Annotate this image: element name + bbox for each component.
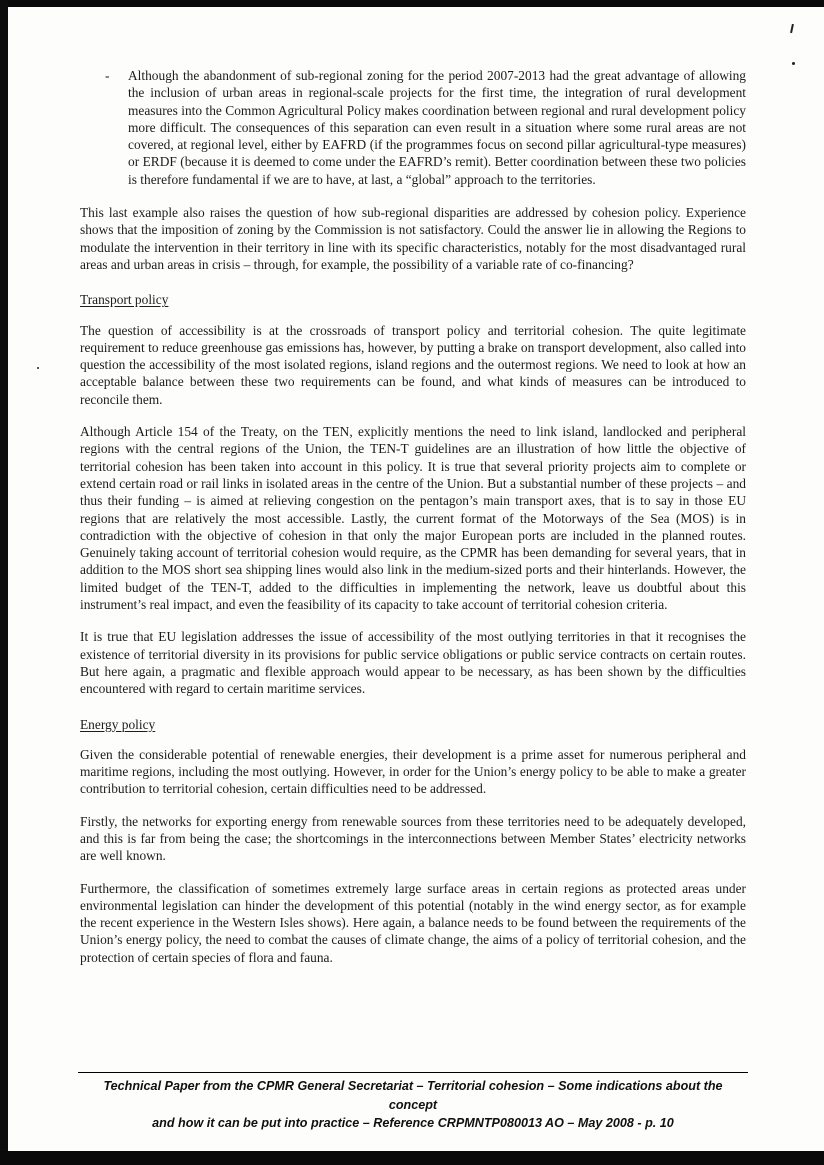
section-heading-transport: Transport policy bbox=[80, 292, 169, 308]
energy-paragraph-2: Firstly, the networks for exporting energy from renewable sources from these territories need to be adequately developed, and this is far from being the case; the shortcomings in the interconnections between Member States’ electricity networks are well known. bbox=[80, 813, 746, 864]
scan-artifact bbox=[790, 24, 794, 33]
energy-paragraph-3: Furthermore, the classification of sometimes extremely large surface areas in certain regions as protected areas under environmental legislation can hinder the development of this potential (notably in the wind energy sector, as for example the recent experience in the Western Isles shows). Here again, a balance needs to be found between the requirements of the Union’s energy policy, the need to combat the causes of climate change, the aims of a policy of territorial cohesion, and the protection of certain species of flora and fauna. bbox=[80, 880, 746, 965]
footer-text bbox=[78, 1077, 748, 1133]
bullet-marker: - bbox=[105, 68, 110, 83]
page-footer bbox=[78, 1072, 748, 1133]
bullet-paragraph: Although the abandonment of sub-regional zoning for the period 2007-2013 had the great advantage of allowing the inclusion of urban areas in regional-scale projects for the first time, the integration of rural development measures into the Common Agricultural Policy makes coordination between regional and rural development policy more difficult. The consequences of this separation can even result in a situation where some rural areas are not covered, at regional level, either by EAFRD (if the programmes focus on second pillar agricultural-type measures) or ERDF (because it is deemed to come under the EAFRD’s remit). Better coordination between these two policies is therefore fundamental if we are to have, at last, a “global” approach to the territories. bbox=[128, 68, 746, 187]
footer-line-1: Technical Paper from the CPMR General Secretariat – Territorial cohesion – Some indications about the concept bbox=[103, 1079, 723, 1112]
section-heading-energy: Energy policy bbox=[80, 716, 156, 732]
footer-rule bbox=[78, 1072, 748, 1073]
scan-edge-top bbox=[0, 0, 824, 7]
scan-artifact bbox=[792, 62, 795, 65]
footer-line-2: and how it can be put into practice – Reference CRPMNTP080013 AO – May 2008 - p. 10 bbox=[152, 1116, 674, 1130]
transport-paragraph-2: Although Article 154 of the Treaty, on the TEN, explicitly mentions the need to link island, landlocked and peripheral regions with the central regions of the Union, the TEN-T guidelines are an illustration of how little the objective of territorial cohesion has been taken into account in this policy. It is true that several priority projects aim to complete or extend certain road or rail links in isolated areas in the centre of the Union. But a substantial number of these projects – and thus their funding – is aimed at relieving congestion on the pentagon’s main transport axes, that is to say in those EU regions that are relatively the most accessible. Lastly, the current format of the Motorways of the Sea (MOS) is in contradiction with the objective of cohesion in that only the major European ports are included in the planned routes. Genuinely taking account of territorial cohesion would require, as the CPMR has been demanding for several years, that in addition to the MOS short sea shipping lines would also link in the medium-sized ports and their hinterlands. However, the limited budget of the TEN-T, added to the difficulties in implementing the network, leave us doubtful about this instrument’s real impact, and even the feasibility of its capacity to take account of territorial cohesion criteria. bbox=[80, 424, 746, 613]
intro-paragraph: This last example also raises the question of how sub-regional disparities are addressed by cohesion policy. Experience shows that the imposition of zoning by the Commission is not satisfactory. Could the answer lie in allowing the Regions to modulate the intervention in their territory in line with its specific characteristics, notably for the most disadvantaged rural areas and urban areas in crisis – through, for example, the possibility of a variable rate of co-financing? bbox=[80, 205, 746, 272]
scan-edge-bottom bbox=[0, 1151, 824, 1165]
transport-paragraph-1: The question of accessibility is at the crossroads of transport policy and territorial cohesion. The quite legitimate requirement to reduce greenhouse gas emissions has, however, by putting a brake on transport development, also called into question the accessibility of the most isolated regions, island regions and the outermost regions. We need to look at how an acceptable balance between these two requirements can be found, and what kinds of measures can be introduced to reconcile them. bbox=[80, 322, 746, 407]
scan-edge-left bbox=[0, 0, 8, 1165]
bullet-item bbox=[80, 67, 746, 188]
energy-paragraph-1: Given the considerable potential of renewable energies, their development is a prime asset for numerous peripheral and maritime regions, including the most outlying. However, in order for the Union’s energy policy to be able to make a greater contribution to territorial cohesion, certain difficulties need to be addressed. bbox=[80, 746, 746, 797]
transport-paragraph-3: It is true that EU legislation addresses the issue of accessibility of the most outlying territories in that it recognises the existence of territorial diversity in its provisions for public service obligations or public service contracts on certain routes. But here again, a pragmatic and flexible approach would appear to be necessary, as has been shown by the difficulties encountered with regard to certain maritime services. bbox=[80, 629, 746, 697]
document-body bbox=[80, 7, 746, 981]
scan-artifact bbox=[37, 367, 39, 369]
